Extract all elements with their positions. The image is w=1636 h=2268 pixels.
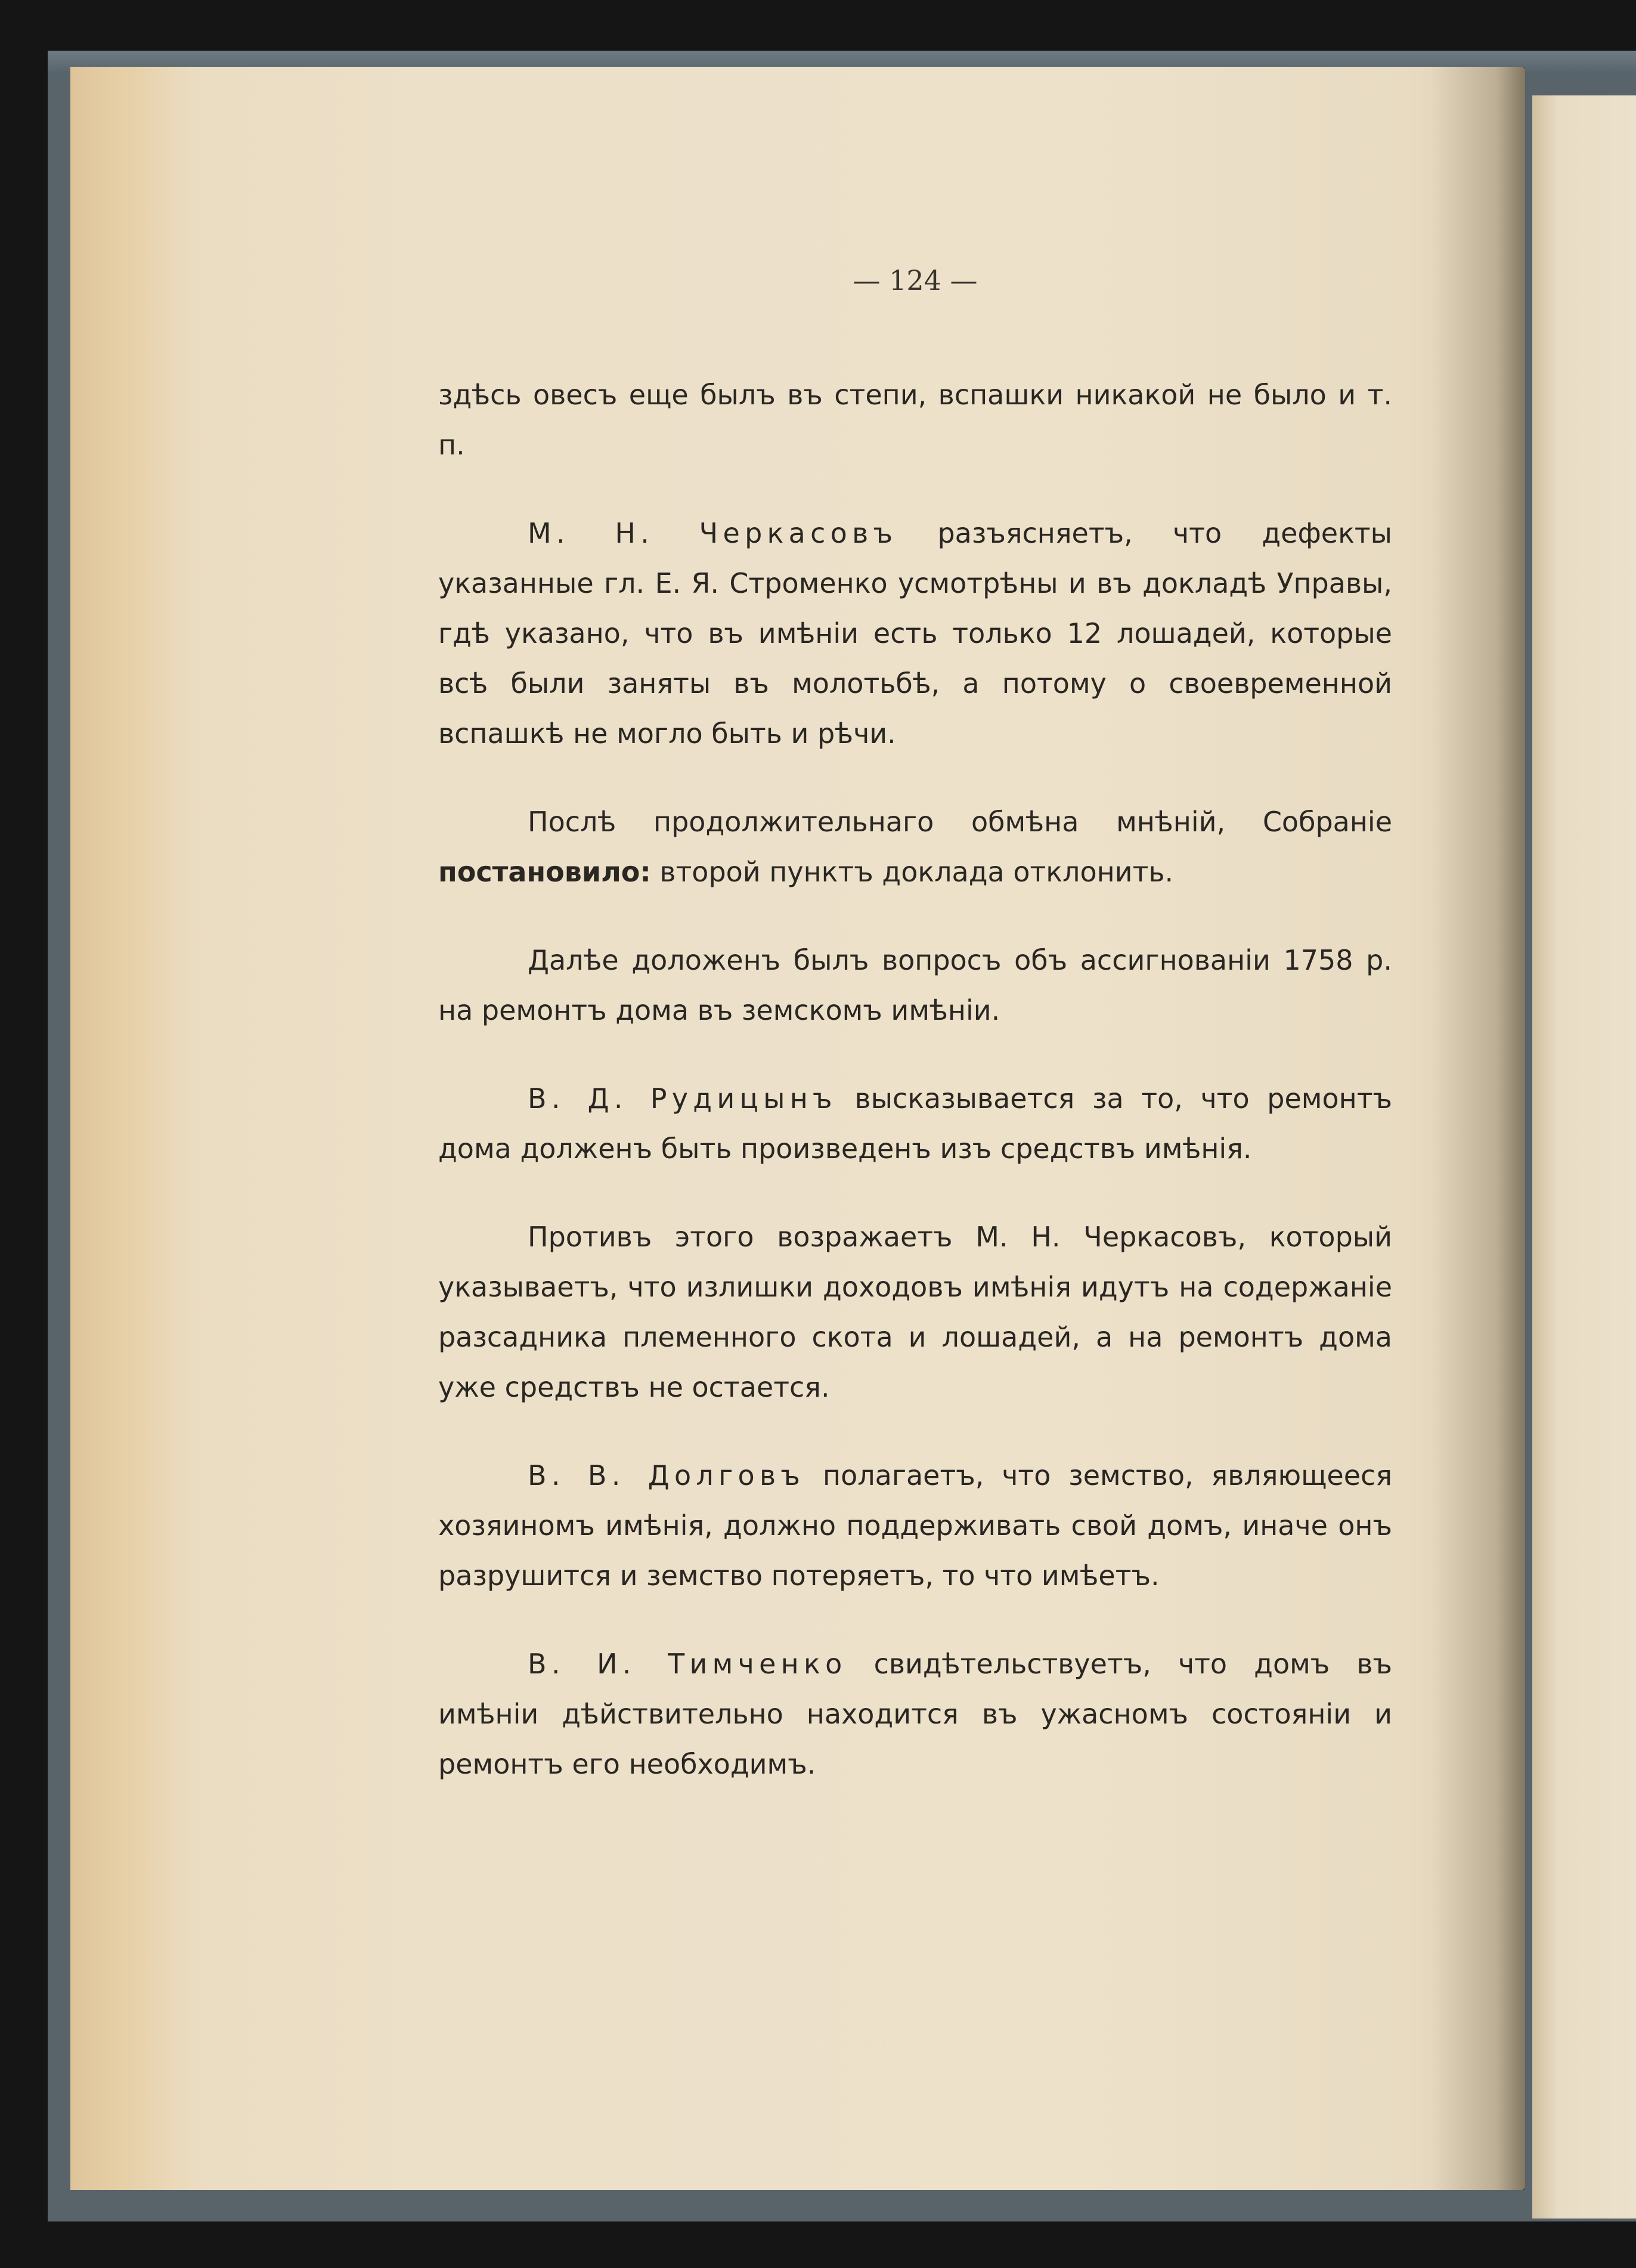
paragraph xyxy=(438,1073,1392,1174)
paragraph-text: разъясняетъ, что дефекты указанные гл. Е. Я. Строменко усмотрѣны и въ докладѣ Управы, гдѣ указано, что въ имѣнiи есть только 12 лошадей, которые всѣ были заняты въ молотьбѣ, а потому о своевременной вспашкѣ не могло быть и рѣчи. xyxy=(438,517,1392,750)
speaker-name: М. Н. Черкасовъ xyxy=(528,517,898,549)
paragraph xyxy=(438,1450,1392,1601)
paragraph xyxy=(438,1639,1392,1789)
resolution-emphasis: постановило: xyxy=(438,856,651,888)
paragraph-text: Далѣе доложенъ былъ вопросъ объ ассигнованiи 1758 р. на ремонтъ дома въ земскомъ имѣнiи. xyxy=(438,944,1392,1026)
paragraph-text: высказывается за то, что ремонтъ дома долженъ быть произведенъ изъ средствъ имѣнiя. xyxy=(438,1082,1392,1165)
gutter-shadow xyxy=(1431,67,1525,2190)
speaker-name: В. Д. Рудицынъ xyxy=(528,1082,837,1115)
paragraph-text: второй пунктъ доклада отклонить. xyxy=(650,856,1174,888)
page-number: — 124 — xyxy=(853,264,978,296)
paragraph-text: Противъ этого возражаетъ М. Н. Черкасовъ, который указываетъ, что излишки доходовъ имѣнiя идутъ на содержанiе разсадника племенного скота и лошадей, а на ремонтъ дома уже средствъ не остается. xyxy=(438,1221,1392,1403)
paragraph xyxy=(438,508,1392,759)
paragraph-text: свидѣтельствуетъ, что домъ въ имѣнiи дѣйствительно находится въ ужасномъ состоянiи и ремонтъ его необходимъ. xyxy=(438,1648,1392,1780)
paragraph-text: Послѣ продолжительнаго обмѣна мнѣнiй, Собранiе xyxy=(528,806,1392,838)
speaker-name: В. И. Тимченко xyxy=(528,1648,847,1680)
paragraph-text: полагаетъ, что земство, являющееся хозяиномъ имѣнiя, должно поддерживать свой домъ, иначе онъ разрушится и земство потеряетъ, то что имѣетъ. xyxy=(438,1459,1392,1592)
text-column xyxy=(438,262,1392,1827)
paragraph xyxy=(438,370,1392,470)
paragraph-text: здѣсь овесъ еще былъ въ степи, вспашки никакой не было и т. п. xyxy=(438,379,1392,461)
facing-page-edge xyxy=(1532,95,1636,2219)
speaker-name: В. В. Долговъ xyxy=(528,1459,805,1492)
page-edge-yellowing xyxy=(70,67,196,2190)
paragraph xyxy=(438,1212,1392,1412)
paragraph xyxy=(438,797,1392,897)
paragraph xyxy=(438,935,1392,1035)
